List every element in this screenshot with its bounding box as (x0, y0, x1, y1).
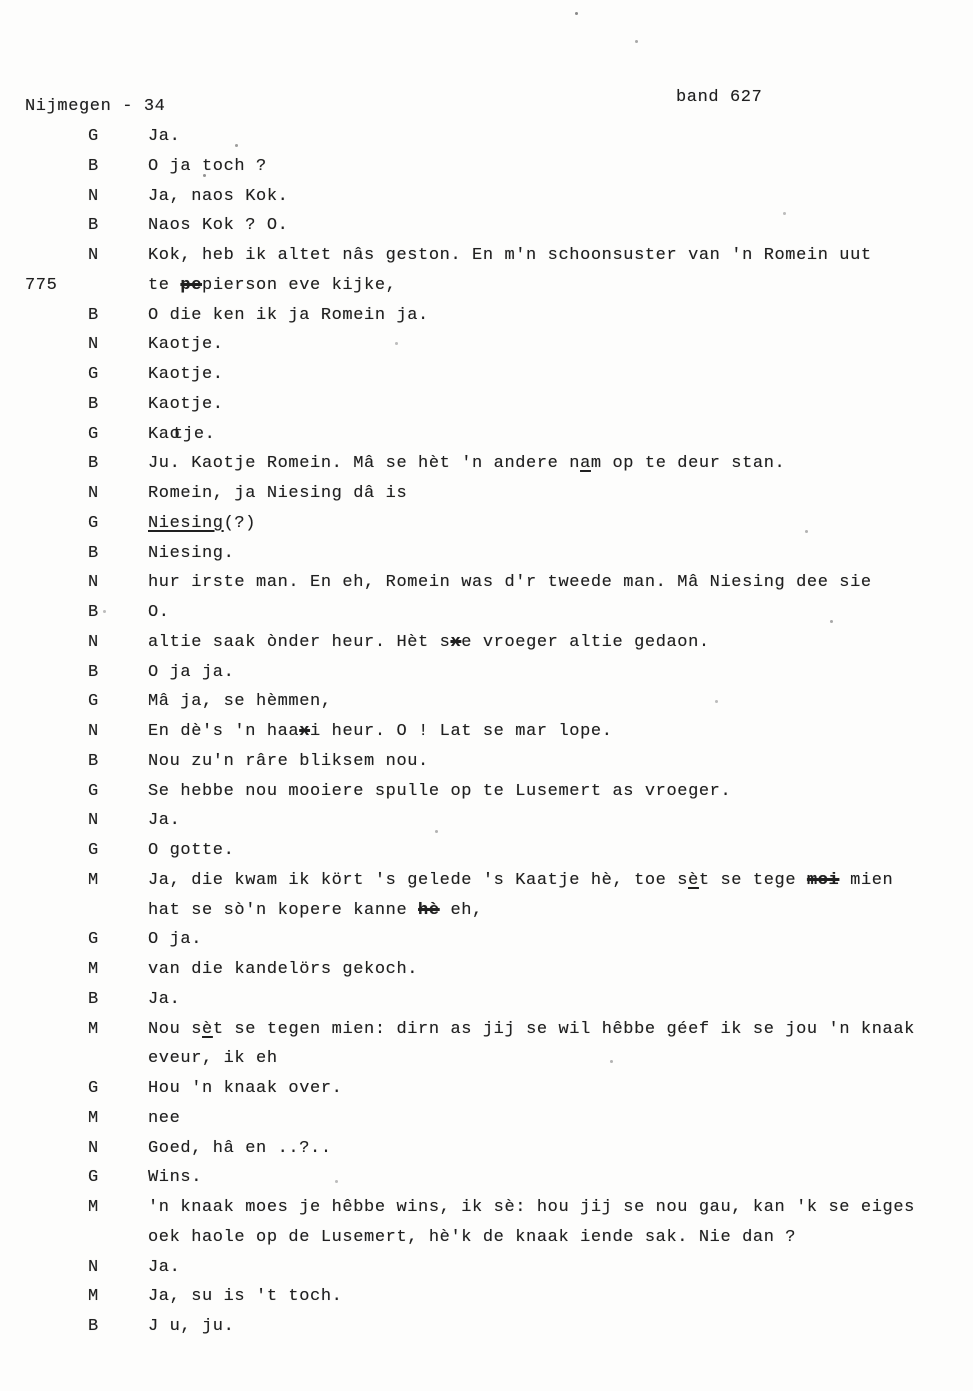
text-segment: ot (169, 424, 177, 444)
transcript-line (0, 484, 973, 508)
speaker-label: N (88, 246, 99, 265)
line-text (148, 663, 234, 682)
line-text (148, 1079, 342, 1098)
text-segment: t se tegen mien: dirn as jij se wil hêbbe géef ik se jou 'n knaak (212, 1019, 915, 1039)
transcript-line (0, 663, 973, 687)
speaker-label: B (88, 156, 99, 176)
transcript-line (0, 1258, 973, 1282)
speaker-label: B (88, 543, 99, 563)
text-segment: je. (183, 424, 216, 444)
struck-out-text: x (450, 632, 462, 652)
speaker-label: B (88, 751, 99, 771)
transcript-line (0, 335, 973, 359)
speaker-label: B (88, 305, 99, 325)
line-text (148, 127, 180, 146)
transcript-line (0, 395, 973, 419)
line-text (148, 901, 483, 920)
line-text (148, 990, 180, 1009)
speaker-label: N (88, 573, 99, 593)
text-segment: Hou 'n knaak over. (148, 1079, 343, 1098)
speaker-label: G (88, 781, 99, 801)
line-text (148, 187, 288, 206)
line-text (148, 841, 234, 860)
line-text (148, 1168, 202, 1187)
text-segment: Ja. (148, 811, 181, 831)
speaker-label: N (88, 1257, 99, 1277)
transcript-line (0, 1049, 973, 1073)
text-segment: Ka (148, 424, 170, 444)
speaker-label: N (88, 722, 99, 741)
speaker-label: B (88, 603, 99, 622)
speaker-label: M (88, 1198, 99, 1217)
speaker-label: N (88, 1138, 99, 1158)
speaker-label: M (88, 960, 99, 979)
transcript-line (0, 722, 973, 746)
line-text (148, 1317, 234, 1336)
text-segment: J u, ju. (148, 1317, 235, 1336)
text-segment: Mâ ja, se hèmmen, (148, 692, 332, 712)
transcript-line (0, 187, 973, 211)
line-number: 775 (25, 275, 58, 295)
page-title: Nijmegen - 34 (25, 97, 166, 116)
struck-out-text: pe (180, 275, 203, 295)
text-segment: O ja. (148, 930, 203, 950)
underlined-text: a (580, 454, 591, 474)
text-segment: 'n knaak moes je hêbbe wins, ik sè: hou jij se nou gau, kan 'k se eiges (148, 1198, 915, 1217)
text-segment: Se hebbe nou mooiere spulle op te Lusemert as vroeger. (148, 781, 732, 801)
line-text (148, 484, 407, 503)
line-text (148, 692, 332, 711)
speaker-label: G (88, 365, 99, 384)
transcript-line (0, 127, 973, 151)
transcript-line (0, 216, 973, 240)
text-segment: Niesing. (148, 543, 235, 563)
text-segment: Ja. (148, 127, 181, 146)
line-text (148, 930, 202, 949)
text-segment: (?) (223, 513, 257, 533)
line-text (148, 603, 170, 622)
speaker-label: G (88, 513, 99, 533)
line-text (148, 1139, 332, 1158)
text-segment: eveur, ik eh (148, 1049, 278, 1069)
scan-noise (575, 12, 578, 15)
text-segment: eh, (439, 900, 483, 920)
transcript-line (0, 692, 973, 716)
transcript-line (0, 1109, 973, 1133)
transcript-line (0, 1198, 973, 1222)
text-segment: O die ken ik ja Romein ja. (148, 305, 429, 325)
text-segment: i heur. O ! Lat se mar lope. (310, 722, 613, 741)
underlined-text: Niesing (148, 513, 224, 533)
text-segment: hat se sò'n kopere kanne (148, 900, 419, 920)
transcript-line (0, 990, 973, 1014)
speaker-label: B (88, 216, 99, 236)
speaker-label: M (88, 1108, 99, 1128)
line-text (148, 1049, 278, 1068)
line-text (148, 752, 429, 771)
text-segment: Kok, heb ik altet nâs geston. En m'n schoonsuster van 'n Romein uut (148, 246, 872, 265)
text-segment: En dè's 'n haa (148, 722, 300, 741)
speaker-label: M (88, 1287, 99, 1307)
struck-out-text: moi (806, 870, 840, 890)
text-segment: O ja ja. (148, 662, 235, 682)
transcript-line (0, 930, 973, 954)
speaker-label: N (88, 186, 99, 206)
text-segment: Goed, hâ en ..?.. (148, 1138, 332, 1158)
text-segment: Nou s (148, 1019, 203, 1039)
text-segment: Ja, die kwam ik kört 's gelede 's Kaatje hè, toe s (148, 870, 689, 890)
text-segment: Naos Kok ? O. (148, 216, 289, 236)
line-text (148, 335, 224, 354)
speaker-label: B (88, 394, 99, 414)
text-segment: van die kandelörs gekoch. (148, 960, 419, 979)
transcript-line (0, 306, 973, 330)
transcript-line (0, 246, 973, 270)
text-segment: hur irste man. En eh, Romein was d'r tweede man. Mâ Niesing dee sie (148, 573, 872, 593)
transcript-line (0, 901, 973, 925)
text-segment: e vroeger altie gedaon. (461, 632, 710, 652)
text-segment: O ja toch ? (148, 156, 267, 176)
transcript-line (0, 782, 973, 806)
line-text (148, 246, 872, 265)
text-segment: te (148, 275, 181, 295)
line-text (148, 1198, 915, 1217)
line-text (148, 454, 785, 473)
transcript-line (0, 841, 973, 865)
line-text (148, 1228, 796, 1247)
transcript-line (0, 1317, 973, 1341)
line-text (148, 395, 224, 414)
transcript-line (0, 544, 973, 568)
speaker-label: G (88, 841, 99, 860)
line-text (148, 782, 731, 801)
transcript-line (0, 425, 973, 449)
transcript-line (0, 1139, 973, 1163)
line-text (148, 871, 893, 890)
transcript-line (0, 1168, 973, 1192)
struck-out-text: hè (418, 900, 440, 920)
transcript-line (0, 454, 973, 478)
line-text (148, 811, 180, 830)
text-segment: Kaotje. (148, 335, 224, 355)
text-segment: O. (148, 603, 170, 622)
text-segment: m op te deur stan. (590, 454, 786, 474)
text-segment: t se tege (698, 870, 807, 890)
speaker-label: N (88, 811, 99, 831)
text-segment: Romein, ja Niesing dâ is (148, 484, 408, 503)
line-text (148, 1109, 180, 1128)
speaker-label: B (88, 1317, 99, 1336)
text-segment: altie saak ònder heur. Hèt s (148, 632, 451, 652)
text-segment: nee (148, 1108, 181, 1128)
line-text (148, 1020, 915, 1039)
speaker-label: B (88, 989, 99, 1009)
line-text (148, 633, 710, 652)
line-text (148, 157, 267, 176)
speaker-label: G (88, 1168, 99, 1188)
text-segment: Ju. Kaotje Romein. Mâ se hèt 'n andere n (148, 454, 581, 474)
speaker-label: B (88, 454, 99, 474)
line-text (148, 722, 613, 741)
transcript-line (0, 514, 973, 538)
text-segment: mien (839, 870, 894, 890)
line-text (148, 960, 418, 979)
line-text (148, 573, 872, 592)
speaker-label: G (88, 424, 99, 444)
text-segment: oek haole op de Lusemert, hè'k de knaak iende sak. Nie dan ? (148, 1227, 797, 1247)
speaker-label: M (88, 1019, 99, 1039)
transcript-line (0, 960, 973, 984)
transcript-line (0, 276, 973, 300)
transcript-line (0, 871, 973, 895)
line-text (148, 425, 215, 444)
text-segment: pierson eve kijke, (202, 275, 397, 295)
transcript-line (0, 157, 973, 181)
text-segment: Ja, naos Kok. (148, 186, 289, 206)
line-text (148, 276, 396, 295)
text-segment: Ja, su is 't toch. (148, 1287, 343, 1307)
line-text (148, 365, 224, 384)
text-segment: O gotte. (148, 841, 235, 860)
speaker-label: M (88, 870, 99, 890)
text-segment: Wins. (148, 1168, 203, 1188)
line-text (148, 306, 429, 325)
transcript-line (0, 633, 973, 657)
underlined-text: è (202, 1019, 213, 1039)
transcript-line (0, 811, 973, 835)
transcript-line (0, 752, 973, 776)
text-segment: Kaotje. (148, 365, 224, 384)
transcript-line (0, 1020, 973, 1044)
transcript-line (0, 365, 973, 389)
text-segment: Ja. (148, 1257, 181, 1277)
text-segment: Nou zu'n râre bliksem nou. (148, 751, 429, 771)
text-segment: Kaotje. (148, 394, 224, 414)
underlined-text: è (688, 870, 699, 890)
speaker-label: G (88, 127, 99, 146)
speaker-label: G (88, 692, 99, 712)
speaker-label: N (88, 335, 99, 355)
speaker-label: G (88, 1079, 99, 1098)
speaker-label: N (88, 484, 99, 503)
text-segment: Ja. (148, 989, 181, 1009)
speaker-label: G (88, 930, 99, 950)
line-text (148, 216, 288, 235)
line-text (148, 514, 256, 533)
line-text (148, 544, 234, 563)
transcript-line (0, 573, 973, 597)
speaker-label: N (88, 632, 99, 652)
transcript-line (0, 1287, 973, 1311)
transcript-line (0, 1079, 973, 1103)
struck-out-text: x (299, 722, 311, 741)
line-text (148, 1258, 180, 1277)
line-text (148, 1287, 342, 1306)
band-number: band 627 (676, 88, 763, 107)
speaker-label: B (88, 662, 99, 682)
transcript-line (0, 603, 973, 627)
transcript-line (0, 1228, 973, 1252)
